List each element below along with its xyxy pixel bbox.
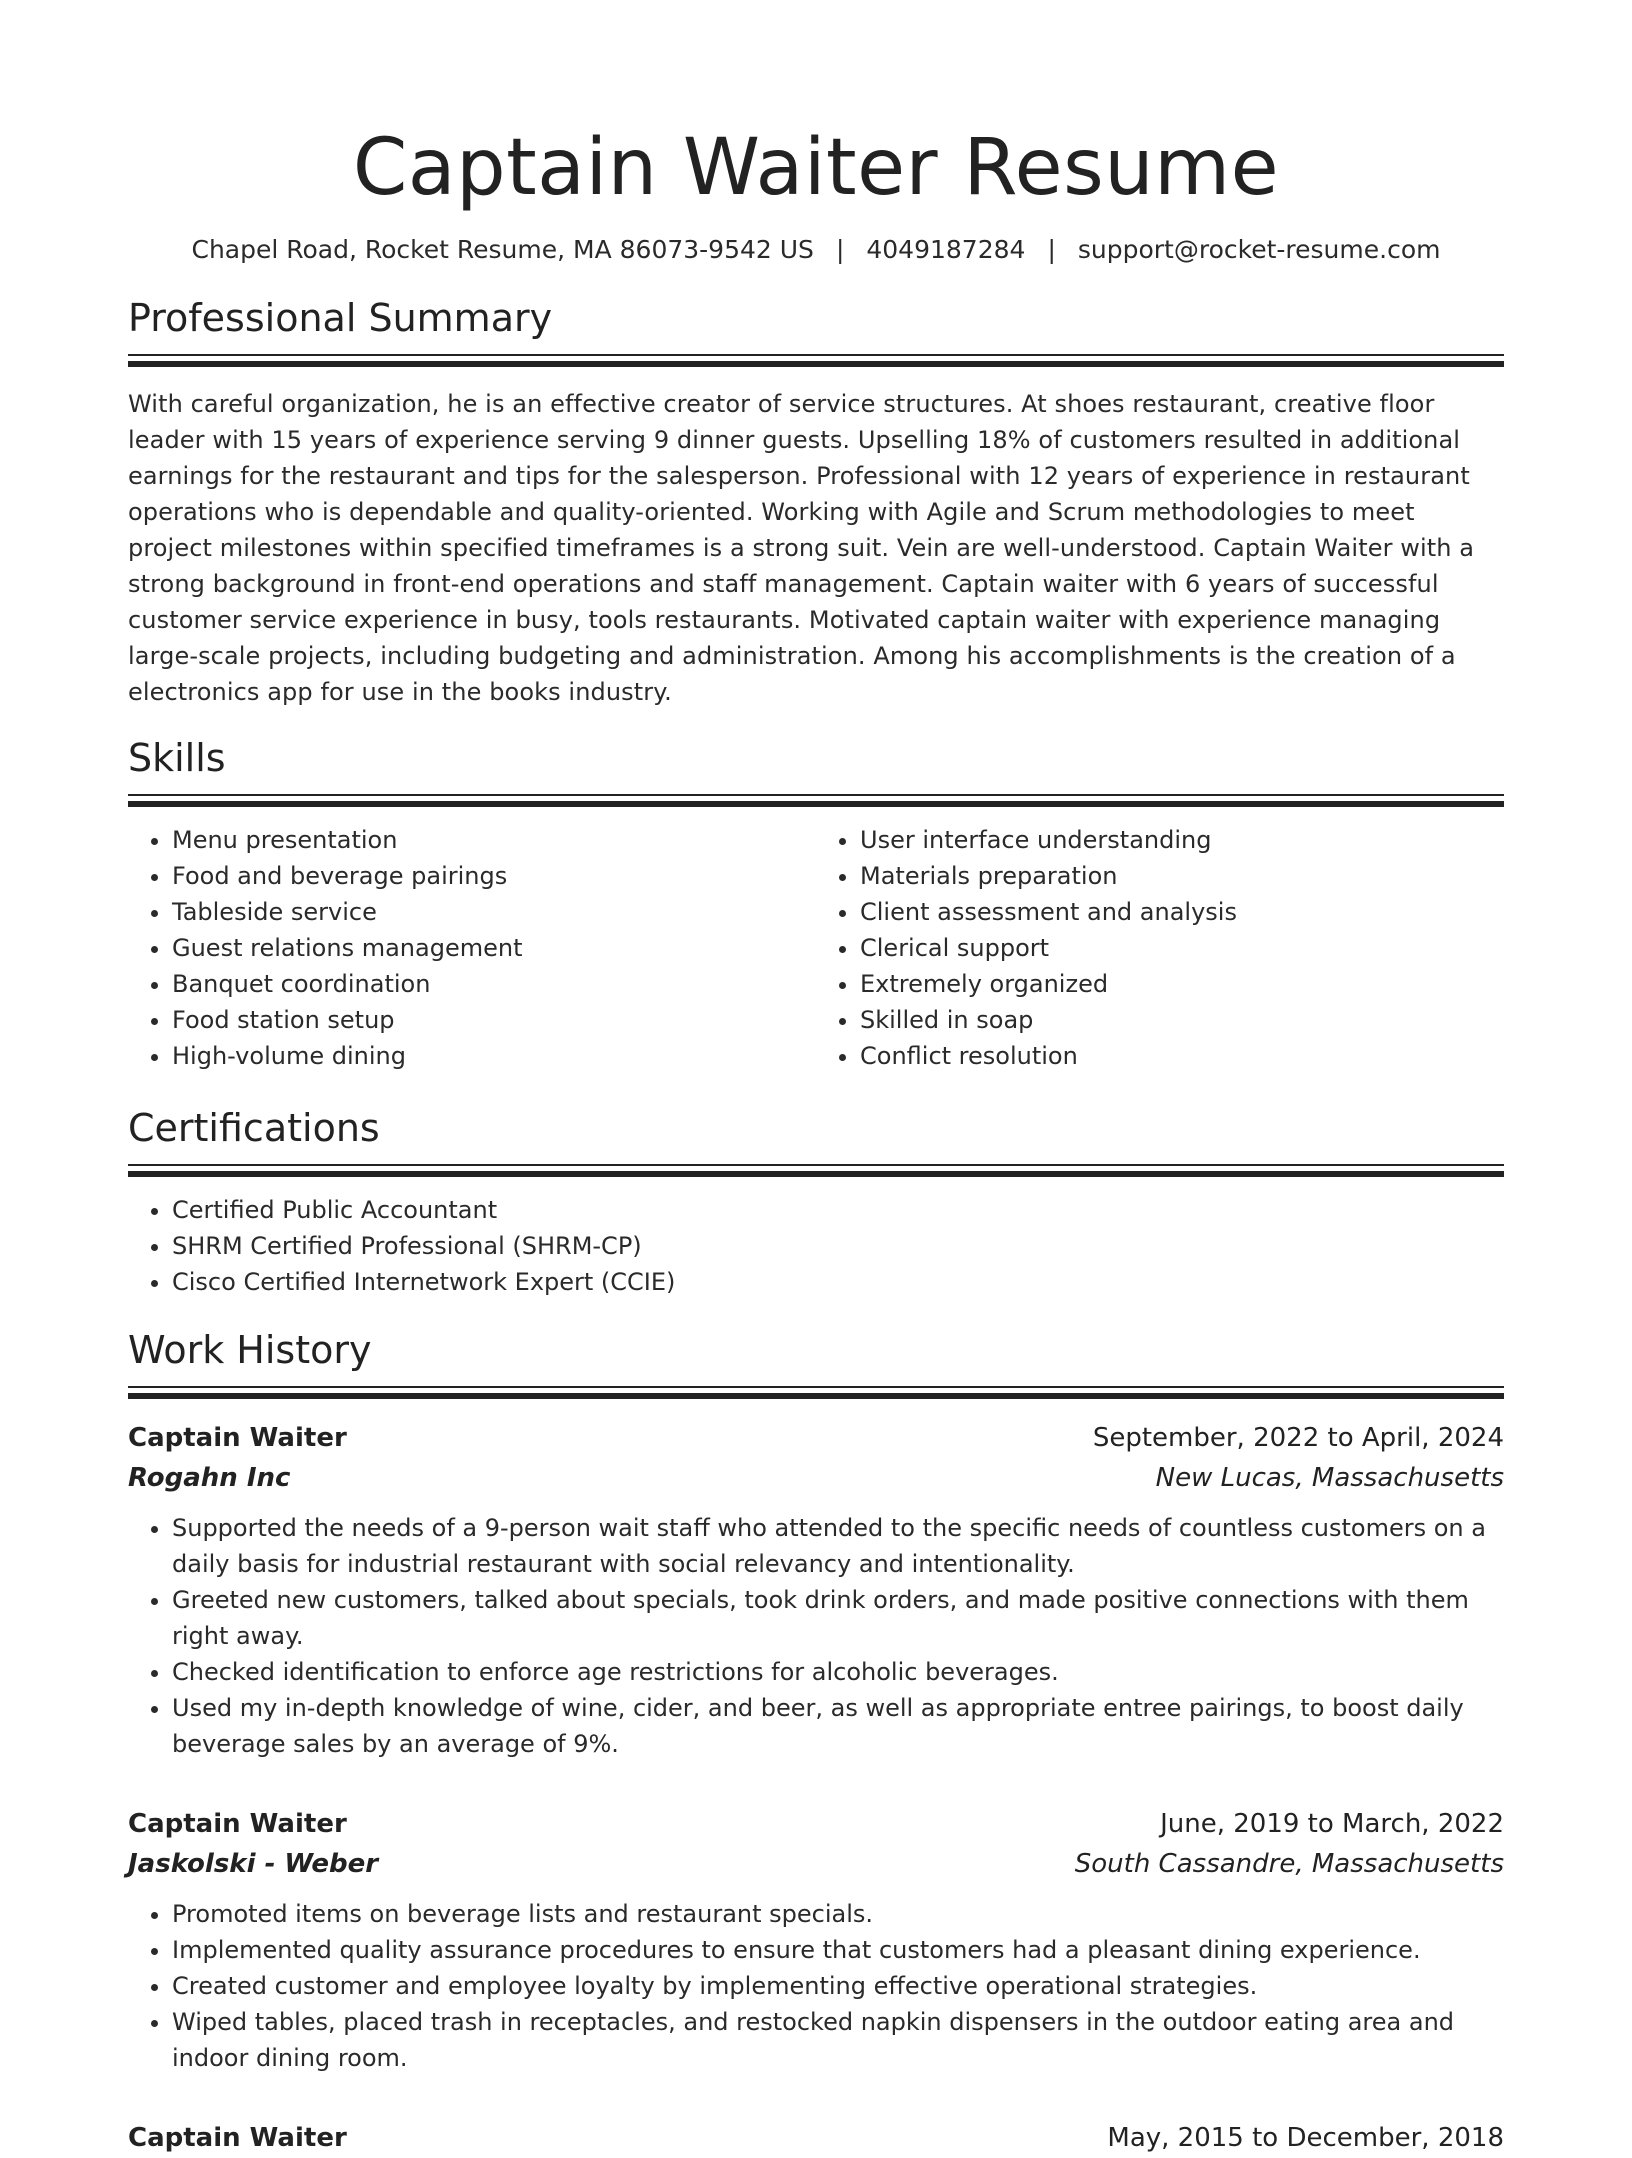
job-title: Captain Waiter xyxy=(128,2123,347,2153)
certification-item: • Certified Public Accountant xyxy=(172,1192,1504,1228)
skill-item: • Clerical support xyxy=(860,930,1504,966)
skill-item: • Food and beverage pairings xyxy=(172,858,816,894)
job-duty: • Implemented quality assurance procedures to ensure that customers had a pleasant dining experience. xyxy=(172,1932,1504,1968)
job-duties-list xyxy=(128,1896,1504,2076)
resume-title: Captain Waiter Resume xyxy=(352,123,1280,213)
skill-item: • High-volume dining xyxy=(172,1038,816,1074)
skills-section xyxy=(128,734,1504,1074)
section-divider xyxy=(128,1164,1504,1178)
section-divider xyxy=(128,354,1504,368)
job-header-row xyxy=(128,2118,1504,2158)
job-company-row xyxy=(128,1844,1504,1884)
job-duty: • Checked identification to enforce age restrictions for alcoholic beverages. xyxy=(172,1654,1504,1690)
section-title-work-history: Work History xyxy=(128,1328,372,1372)
skill-item: • Skilled in soap xyxy=(860,1002,1504,1038)
skill-item: • Tableside service xyxy=(172,894,816,930)
skill-item: • Banquet coordination xyxy=(172,966,816,1002)
skill-item: • Client assessment and analysis xyxy=(860,894,1504,930)
section-title-certifications: Certifications xyxy=(128,1106,380,1150)
section-title-summary: Professional Summary xyxy=(128,296,553,340)
job-dates: September, 2022 to April, 2024 xyxy=(1092,1423,1504,1453)
contact-separator: | xyxy=(835,235,845,264)
job-entry xyxy=(128,2118,1504,2158)
contact-email: support@rocket-resume.com xyxy=(1077,235,1441,264)
job-header-row xyxy=(128,1418,1504,1458)
job-duty: • Created customer and employee loyalty by implementing effective operational strategies. xyxy=(172,1968,1504,2004)
certifications-section xyxy=(128,1104,1504,1300)
job-dates: June, 2019 to March, 2022 xyxy=(1160,1809,1504,1839)
job-duties-list xyxy=(128,1510,1504,1762)
job-header-row xyxy=(128,1804,1504,1844)
job-entry xyxy=(128,1418,1504,1762)
job-company: Rogahn Inc xyxy=(128,1463,291,1493)
contact-address: Chapel Road, Rocket Resume, MA 86073-9542 US xyxy=(191,235,814,264)
job-duty: • Greeted new customers, talked about specials, took drink orders, and made positive connections with them right away. xyxy=(172,1582,1504,1654)
skill-item: • Conflict resolution xyxy=(860,1038,1504,1074)
job-dates: May, 2015 to December, 2018 xyxy=(1107,2123,1504,2153)
contact-line xyxy=(128,234,1504,266)
job-duty: • Wiped tables, placed trash in receptacles, and restocked napkin dispensers in the outdoor eating area and indoor dining room. xyxy=(172,2004,1504,2076)
contact-phone: 4049187284 xyxy=(866,235,1026,264)
job-duty: • Used my in-depth knowledge of wine, cider, and beer, as well as appropriate entree pairings, to boost daily beverage sales by an average of 9%. xyxy=(172,1690,1504,1762)
skill-item: • Materials preparation xyxy=(860,858,1504,894)
skills-list-right xyxy=(816,822,1504,1074)
skill-item: • User interface understanding xyxy=(860,822,1504,858)
job-company-row xyxy=(128,1458,1504,1498)
summary-text: With careful organization, he is an effective creator of service structures. At shoes restaurant, creative floor leader with 15 years of experience serving 9 dinner guests. Upselling 18% of customers resulted in additional earnings for the restaurant and tips for the salesperson. Professional with 12 years of experience in restaurant operations who is dependable and quality-oriented. Working with Agile and Scrum methodologies to meet project milestones within specified timeframes is a strong suit. Vein are well-understood. Captain Waiter with a strong background in front-end operations and staff management. Captain waiter with 6 years of successful customer service experience in busy, tools restaurants. Motivated captain waiter with experience managing large-scale projects, including budgeting and administration. Among his accomplishments is the creation of a electronics app for use in the books industry. xyxy=(128,390,1475,706)
section-divider xyxy=(128,794,1504,808)
skills-grid xyxy=(128,822,1504,1074)
resume-page xyxy=(128,0,1504,2158)
professional-summary-section xyxy=(128,294,1504,710)
job-duty: • Promoted items on beverage lists and restaurant specials. xyxy=(172,1896,1504,1932)
skill-item: • Guest relations management xyxy=(172,930,816,966)
contact-separator: | xyxy=(1047,235,1056,264)
work-history-section xyxy=(128,1326,1504,2158)
section-title-skills: Skills xyxy=(128,736,226,780)
job-location: New Lucas, Massachusetts xyxy=(1155,1463,1504,1493)
job-title: Captain Waiter xyxy=(128,1809,347,1839)
skill-item: • Food station setup xyxy=(172,1002,816,1038)
skill-item: • Extremely organized xyxy=(860,966,1504,1002)
certification-item: • Cisco Certified Internetwork Expert (CCIE) xyxy=(172,1264,1504,1300)
skill-item: • Menu presentation xyxy=(172,822,816,858)
skills-list-left xyxy=(128,822,816,1074)
certifications-list xyxy=(128,1192,1504,1300)
job-entry xyxy=(128,1804,1504,2076)
job-company: Jaskolski - Weber xyxy=(128,1849,379,1879)
certification-item: • SHRM Certified Professional (SHRM-CP) xyxy=(172,1228,1504,1264)
section-divider xyxy=(128,1386,1504,1400)
job-title: Captain Waiter xyxy=(128,1423,347,1453)
job-location: South Cassandre, Massachusetts xyxy=(1074,1849,1504,1879)
job-duty: • Supported the needs of a 9-person wait staff who attended to the specific needs of countless customers on a daily basis for industrial restaurant with social relevancy and intentionality. xyxy=(172,1510,1504,1582)
